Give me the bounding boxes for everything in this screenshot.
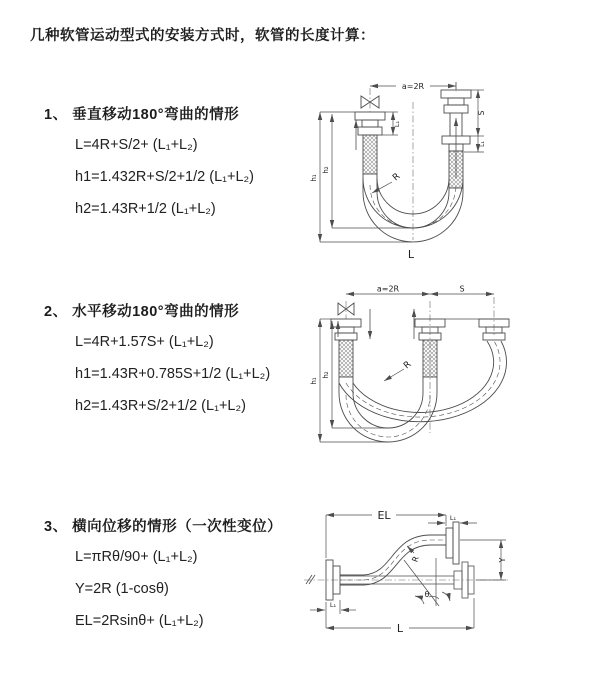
left-flange-assembly xyxy=(355,112,385,174)
dim-label-l: L xyxy=(407,248,415,261)
section1-formula-h2: h2=1.43R+1/2 (L₁+L₂) xyxy=(75,201,216,217)
dim-label-r: R xyxy=(410,554,421,564)
section3-formula-L: L=πRθ/90+ (L₁+L₂) xyxy=(75,549,198,565)
centerline-break-mark xyxy=(306,575,315,584)
section2-heading: 2、 水平移动180°弯曲的情形 xyxy=(44,304,240,320)
section3-formula-Y: Y=2R (1-cosθ) xyxy=(75,581,169,597)
section3-heading: 3、 横向位移的情形（一次性变位） xyxy=(44,519,283,535)
centerlines xyxy=(370,82,456,240)
section1-formula-L: L=4R+S/2+ (L₁+L₂) xyxy=(75,137,198,153)
dim-label-h2: h₂ xyxy=(322,166,330,174)
dim-label-a2r: a=2R xyxy=(401,82,425,91)
dim-label-s: S xyxy=(459,284,465,294)
dim-label-y: Y xyxy=(498,557,507,563)
diagram-lateral-displacement xyxy=(296,502,600,644)
dim-label-l1-bottom: L₁ xyxy=(329,601,337,609)
dim-label-r: R xyxy=(402,359,414,372)
section1-heading: 1、 垂直移动180°弯曲的情形 xyxy=(44,107,240,123)
dim-label-h2: h₂ xyxy=(322,371,330,379)
dim-label-l1-right: L₁ xyxy=(479,141,486,147)
dim-label-r: R xyxy=(391,171,403,184)
section2-formula-h1: h1=1.43R+0.785S+1/2 (L₁+L₂) xyxy=(75,366,271,382)
section-vertical-180 xyxy=(44,103,254,220)
dim-label-h1: h₁ xyxy=(310,174,318,182)
diagram-vertical-180-bend xyxy=(308,66,570,264)
section-horizontal-180 xyxy=(44,300,270,417)
dimension-lines xyxy=(310,515,506,628)
movement-arrows xyxy=(338,309,414,339)
section-lateral-displacement xyxy=(44,515,282,632)
dim-label-s: S xyxy=(477,110,486,116)
page-title: 几种软管运动型式的安装方式时，软管的长度计算： xyxy=(30,28,375,44)
flange-assemblies xyxy=(331,319,509,377)
dim-label-l1-top: L₁ xyxy=(449,514,457,522)
section3-formula-EL: EL=2Rsinθ+ (L₁+L₂) xyxy=(75,613,204,629)
section2-formula-L: L=4R+1.57S+ (L₁+L₂) xyxy=(75,334,214,350)
section2-formula-h2: h2=1.43R+S/2+1/2 (L₁+L₂) xyxy=(75,398,246,414)
dim-label-el: EL xyxy=(377,509,391,522)
dim-label-l: L xyxy=(396,622,404,635)
dim-label-l1-left: L₁ xyxy=(393,120,401,128)
dim-label-h1: h₁ xyxy=(310,377,318,385)
dim-label-theta: θ xyxy=(424,590,430,599)
hose-s-curve xyxy=(340,522,459,585)
diagram-horizontal-180-bend xyxy=(308,281,570,463)
dim-label-a2r: a=2R xyxy=(376,284,400,294)
section1-formula-h1: h1=1.432R+S/2+1/2 (L₁+L₂) xyxy=(75,169,255,185)
diagram3-labels xyxy=(330,509,507,635)
